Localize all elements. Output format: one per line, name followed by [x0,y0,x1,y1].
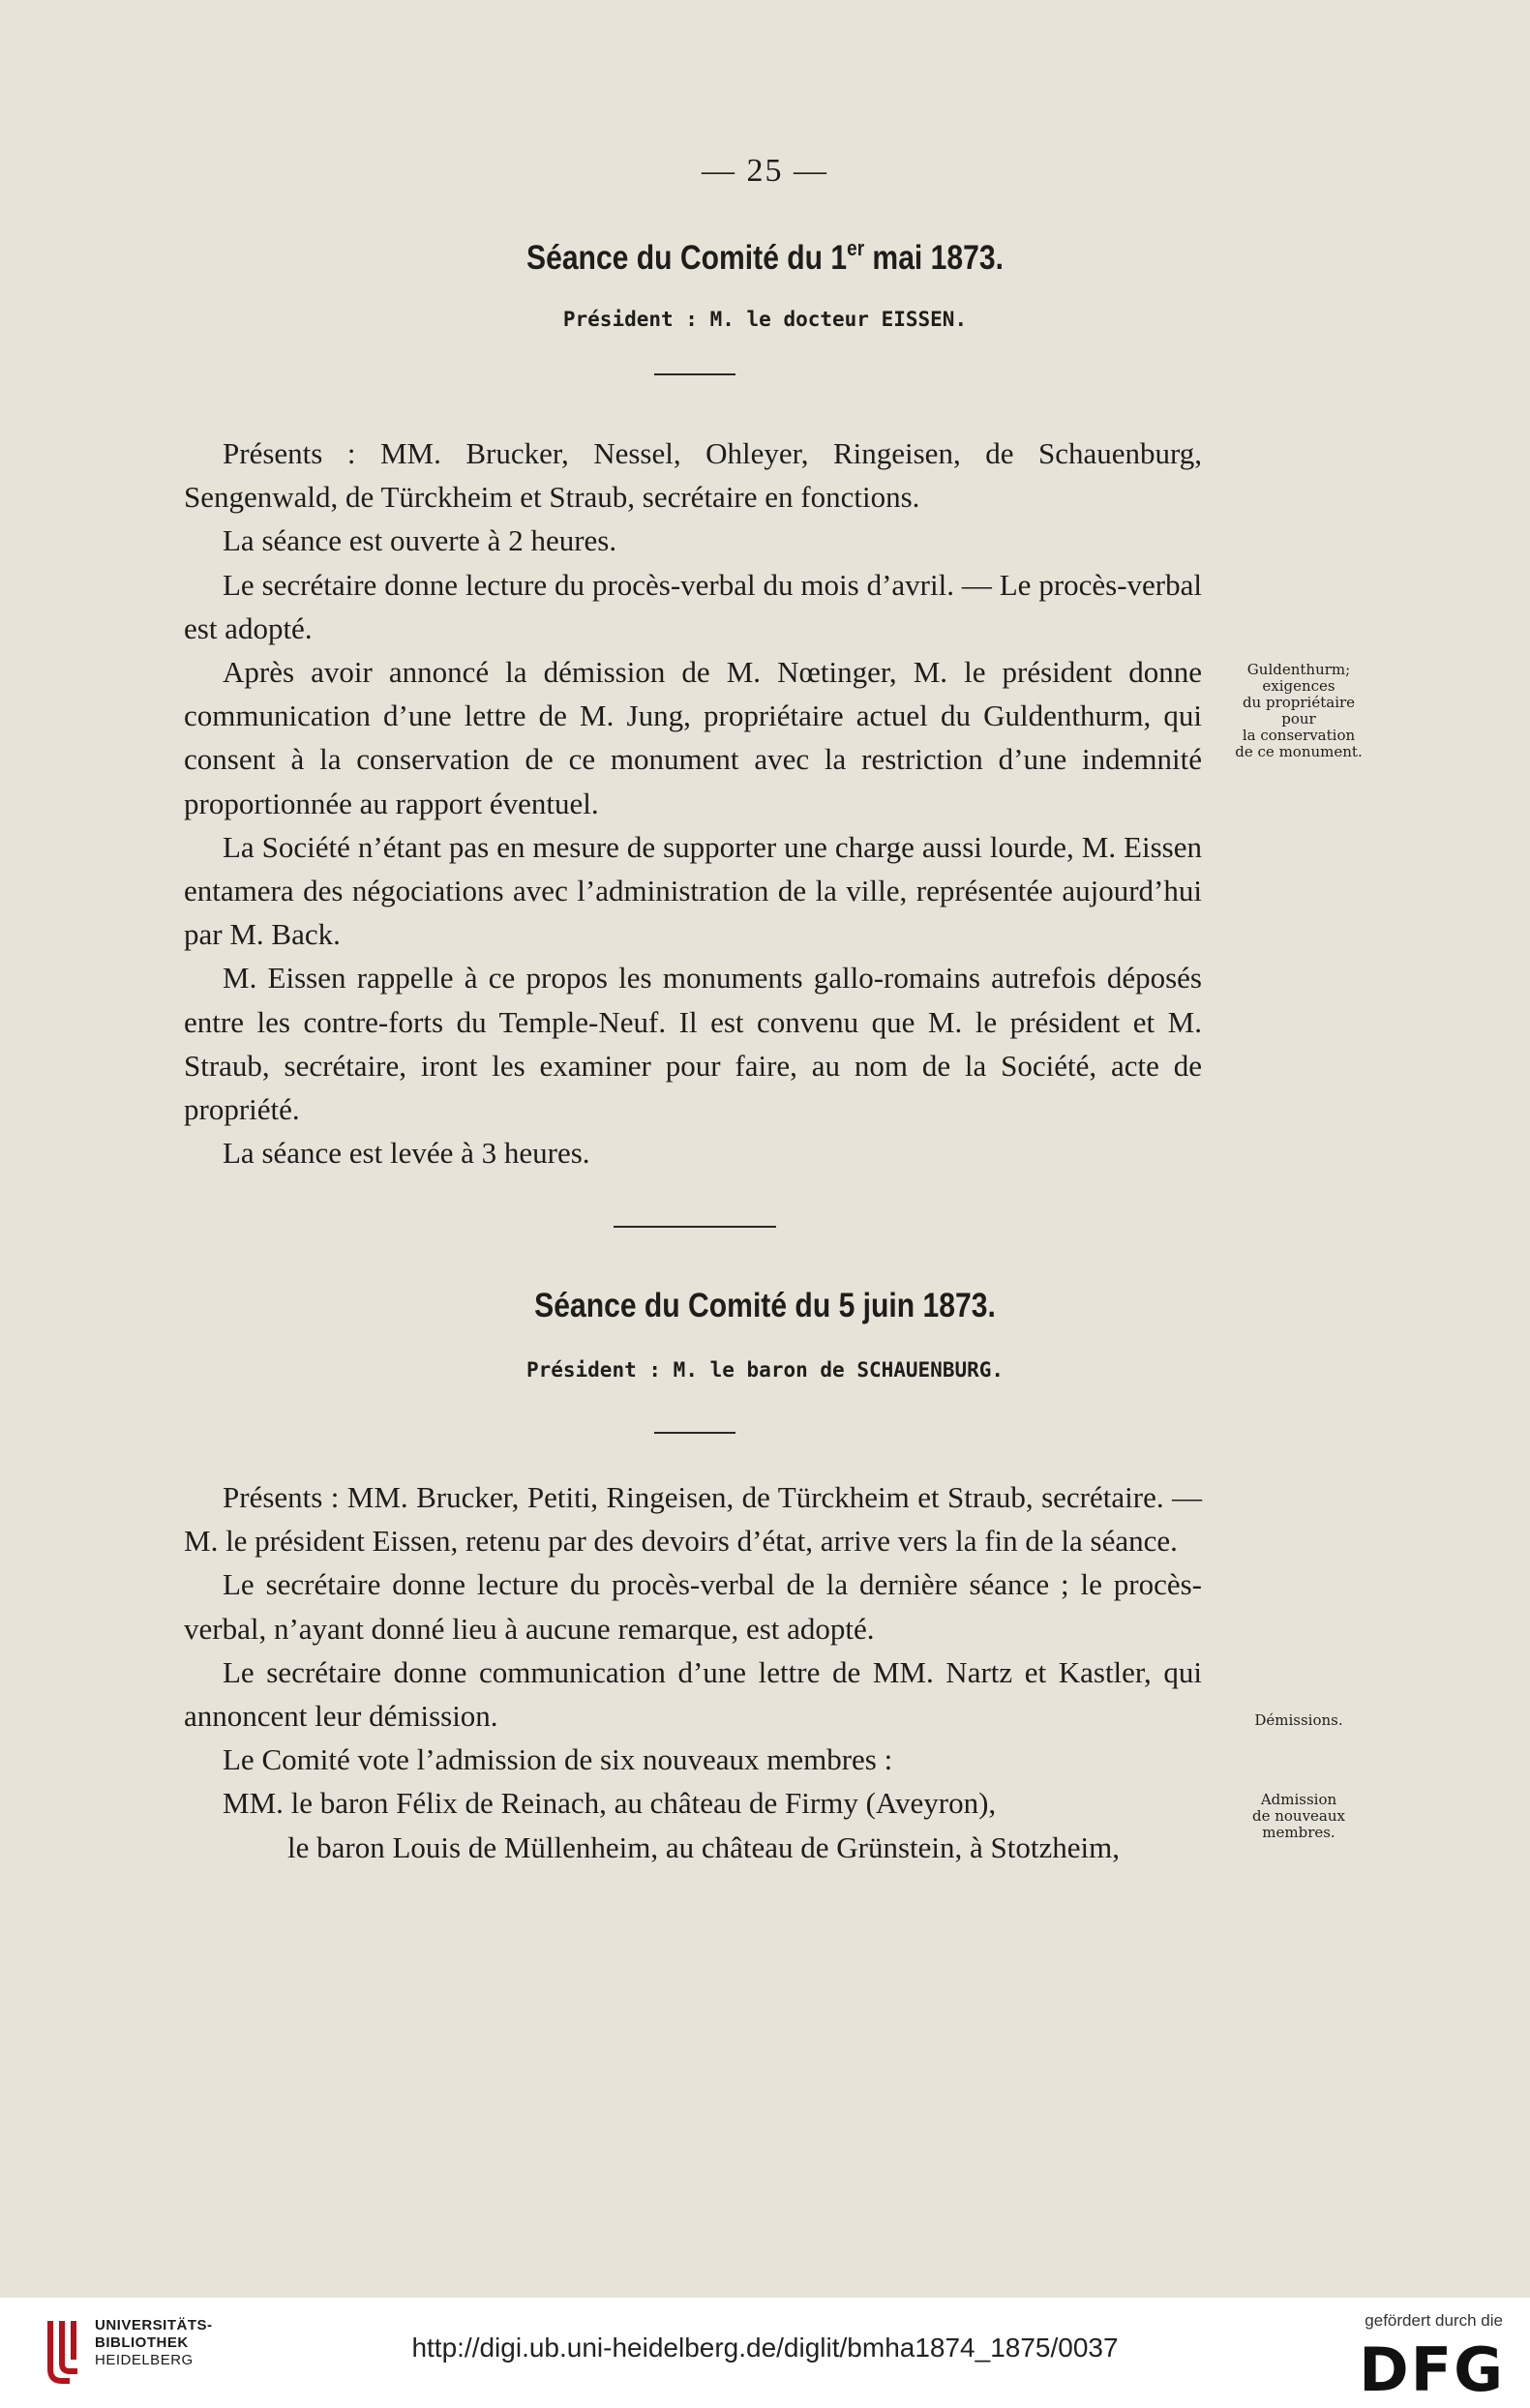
dfg-logo: DFG [1359,2334,1505,2405]
footer-bar [0,2298,1530,2408]
session1-title: Séance du Comité du 1er mai 1873. [526,236,1004,277]
session2-president: Président : M. le baron de SCHAUENBURG. [525,1358,1005,1382]
paragraph: Présents : MM. Brucker, Petiti, Ringeisen, de Türckheim et Straub, secrétaire. — M. le président Eissen, retenu par des devoirs d’état, arrive vers la fin de la séance. [184,1480,1202,1559]
paragraph: Le Comité vote l’admission de six nouveaux membres : [223,1742,893,1777]
paragraph: La séance est levée à 3 heures. [223,1136,590,1171]
paragraph: La séance est ouverte à 2 heures. [223,523,617,558]
margin-note-admission: Admission de nouveaux membres. [1251,1791,1345,1841]
paragraph: Le secrétaire donne lecture du procès-verbal du mois d’avril. — Le procès-verbal est adopté. [184,567,1202,645]
paragraph: MM. le baron Félix de Reinach, au château de Firmy (Aveyron), [223,1786,997,1821]
paragraph: le baron Louis de Müllenheim, au château de Grünstein, à Stotzheim, [287,1829,1121,1864]
permalink-url[interactable]: http://digi.ub.uni-heidelberg.de/diglit/bmha1874_1875/0037 [411,2333,1119,2363]
session1-body [184,431,1202,1174]
short-divider [654,1432,735,1434]
funded-by-text: gefördert durch die [1365,2311,1503,2330]
page-number: — 25 — [702,153,828,189]
paragraph: Présents : MM. Brucker, Nessel, Ohleyer, Ringeisen, de Schauenburg, Sengenwald, de Türckheim et Straub, secrétaire en fonctions. [184,436,1202,515]
session2-body [184,1475,1202,1869]
paragraph: Après avoir annoncé la démission de M. Nœtinger, M. le président donne communication d’une lettre de M. Jung, propriétaire actuel du Guldenthurm, qui consent à la conservation de ce monument avec la restriction d’une indemnité proportionnée au rapport éventuel. [184,655,1202,820]
section-divider [614,1226,776,1228]
paragraph: Le secrétaire donne communication d’une lettre de MM. Nartz et Kastler, qui annoncent leur démission. [184,1654,1202,1734]
margin-note-guldenthurm: Guldenthurm; exigences du propriétaire pour la conservation de ce monument. [1235,661,1363,760]
paragraph: M. Eissen rappelle à ce propos les monuments gallo-romains autrefois déposés entre les contre-forts du Temple-Neuf. Il est convenu que M. le président et M. Straub, secrétaire, iront les examiner pour faire, au nom de la Société, acte de propriété. [184,961,1202,1127]
session2-title: Séance du Comité du 5 juin 1873. [534,1287,996,1324]
session1-president: Président : M. le docteur EISSEN. [562,308,968,331]
short-divider [654,373,735,375]
paragraph: La Société n’étant pas en mesure de supporter une charge aussi lourde, M. Eissen entamera des négociations avec l’administration de la ville, représentée aujourd’hui par M. Back. [184,829,1202,952]
library-name: UNIVERSITÄTS- BIBLIOTHEK HEIDELBERG [95,2317,213,2368]
paragraph: Le secrétaire donne lecture du procès-verbal de la dernière séance ; le procès-verbal, n’ayant donné lieu à aucune remarque, est adopté. [184,1567,1202,1646]
margin-note-demissions: Démissions. [1254,1711,1343,1729]
